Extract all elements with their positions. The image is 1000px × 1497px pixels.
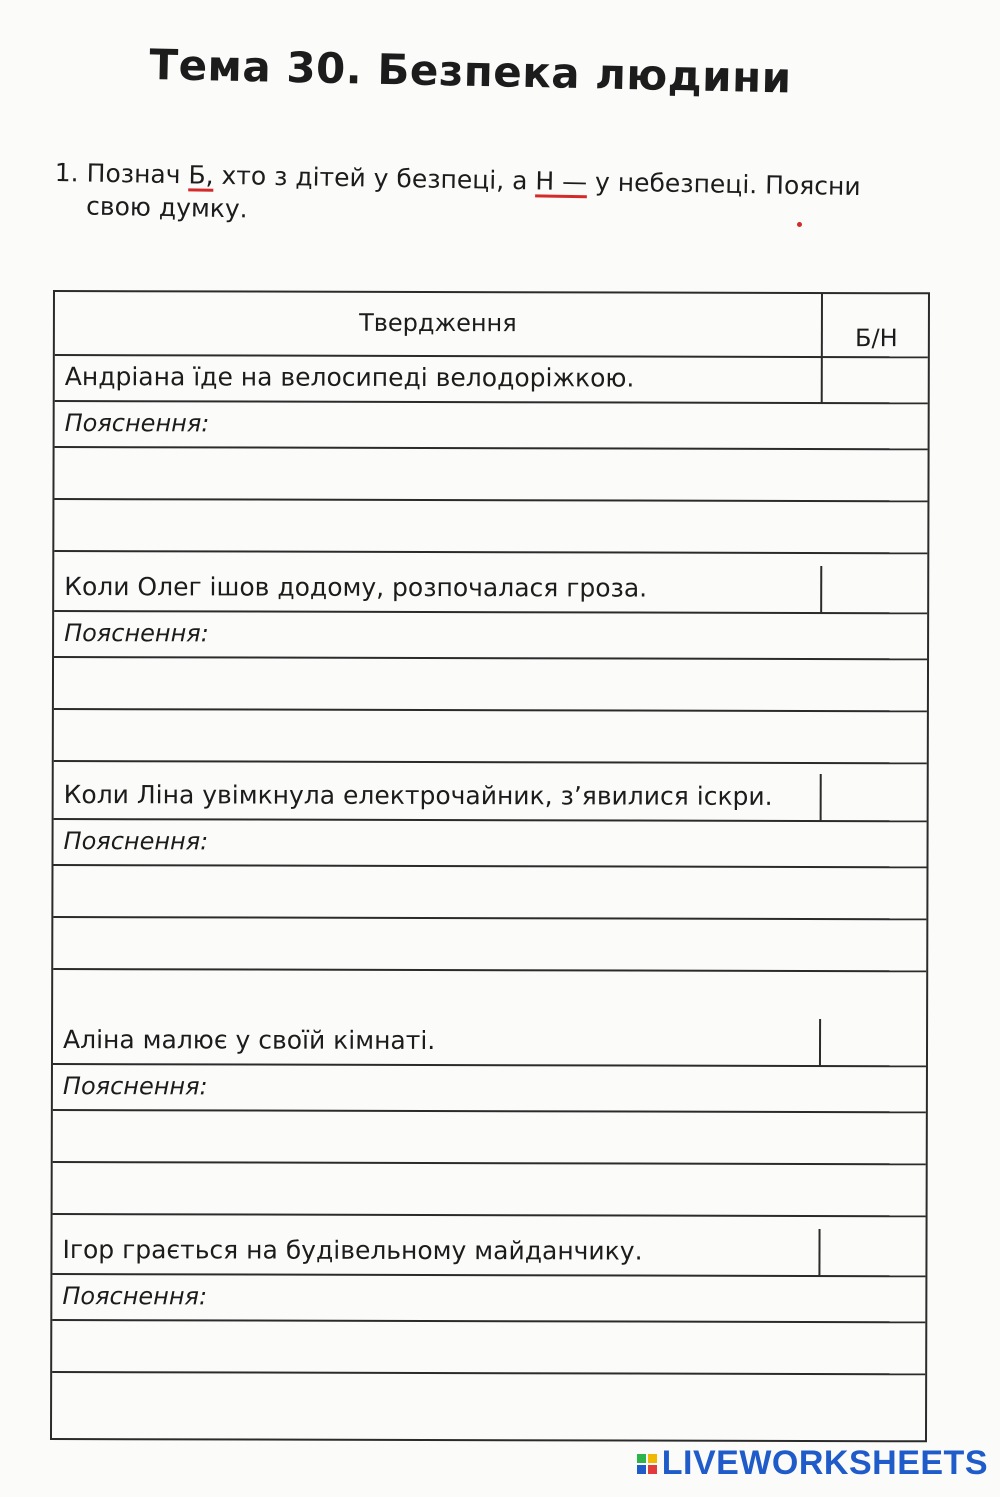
- answer-box[interactable]: [820, 774, 927, 822]
- answer-box[interactable]: [819, 1019, 926, 1067]
- header-answer: Б/Н: [855, 324, 898, 353]
- statement-text: Андріана їде на велосипеді велодоріжкою.: [64, 362, 635, 393]
- answer-line: [54, 710, 927, 764]
- statement-row: [54, 772, 927, 822]
- header-answer-cell: [821, 294, 930, 356]
- explanation-label: Пояснення:: [55, 402, 928, 450]
- safe-mark: Б,: [188, 160, 214, 190]
- table-row: [52, 1227, 926, 1425]
- table-row: [53, 1017, 927, 1217]
- table-row: [54, 564, 928, 764]
- answer-line-input[interactable]: [52, 1321, 929, 1375]
- answer-line-input[interactable]: [54, 500, 931, 554]
- statement-row: [52, 1227, 925, 1277]
- task-text-before: Познач: [86, 158, 189, 190]
- answer-line-input[interactable]: [53, 1163, 930, 1217]
- statement-text: Ігор грається на будівельному майданчику.: [62, 1235, 643, 1266]
- answer-line: [53, 866, 926, 920]
- logo-grid-icon: [637, 1454, 657, 1474]
- answer-line: [53, 1163, 926, 1217]
- statements-table: [50, 290, 930, 1442]
- table-row: [54, 354, 928, 554]
- task-text-line2: свою думку.: [85, 191, 248, 224]
- statement-row: [54, 564, 927, 614]
- statement-text: Коли Ліна увімкнула електрочайник, з’явилися іскри.: [63, 780, 773, 811]
- task-text-after: у небезпеці. Поясни: [586, 167, 861, 202]
- answer-line-input[interactable]: [53, 1111, 930, 1165]
- answer-line: [52, 1373, 925, 1425]
- answer-box[interactable]: [821, 356, 928, 404]
- task-text-middle: хто з дітей у безпеці, а: [213, 160, 536, 196]
- answer-line: [53, 1111, 926, 1165]
- answer-line: [54, 448, 927, 502]
- answer-line-input[interactable]: [54, 710, 931, 764]
- answer-line: [54, 658, 927, 712]
- task-instruction: [54, 156, 935, 237]
- explanation-label: Пояснення:: [54, 612, 927, 660]
- task-number: 1.: [54, 157, 79, 188]
- answer-line: [52, 1321, 925, 1375]
- answer-line-input[interactable]: [53, 866, 930, 920]
- logo-text: LIVEWORKSHEETS: [661, 1444, 988, 1482]
- page-title: Тема 30. Безпека людини: [148, 40, 793, 103]
- red-dot-mark: [797, 222, 802, 227]
- answer-line-input[interactable]: [53, 918, 930, 972]
- table-row: [53, 772, 927, 972]
- explanation-label: Пояснення:: [53, 1065, 926, 1113]
- answer-line: [54, 500, 927, 554]
- statement-row: [53, 1017, 926, 1067]
- answer-box[interactable]: [820, 566, 927, 614]
- table-header: [55, 292, 928, 358]
- statement-text: Аліна малює у своїй кімнаті.: [62, 1025, 436, 1056]
- explanation-label: Пояснення:: [52, 1275, 925, 1323]
- header-statement: Твердження: [359, 308, 517, 338]
- answer-line-input[interactable]: [54, 658, 931, 712]
- answer-box[interactable]: [818, 1229, 925, 1277]
- statement-row: [55, 354, 928, 404]
- answer-line: [53, 918, 926, 972]
- explanation-label: Пояснення:: [53, 820, 926, 868]
- liveworksheets-logo: [637, 1444, 988, 1483]
- danger-mark: Н —: [535, 166, 588, 197]
- answer-line-input[interactable]: [54, 448, 931, 502]
- statement-text: Коли Олег ішов додому, розпочалася гроза.: [64, 572, 648, 603]
- answer-line-input[interactable]: [52, 1373, 929, 1427]
